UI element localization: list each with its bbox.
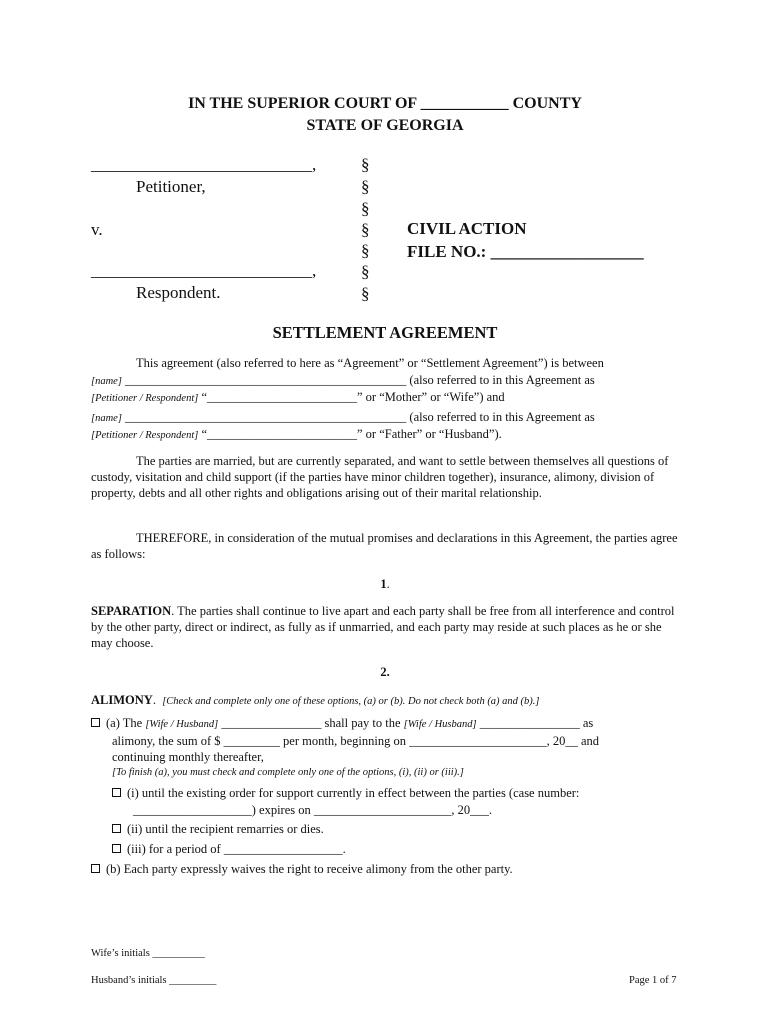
marriage-paragraph: The parties are married, but are currently separated, and want to settle between themselves all questions of custody, visitation and child support (if the parties have minor children together), insurance, alimony, division of property, debts and all other rights and obligations arising out of their marital relationship.	[91, 454, 669, 501]
name-hint: [name]	[91, 413, 122, 424]
alimony-heading-line: ALIMONY. [Check and complete only one of these options, (a) or (b). Do not check both (a) and (b).]	[91, 693, 540, 707]
role-hint: [Petitioner / Respondent]	[91, 393, 199, 404]
civil-action-label: CIVIL ACTION	[407, 219, 527, 238]
option-a-ii-checkbox[interactable]	[112, 824, 121, 833]
party1-role-blank: “________________________” or “Mother” or “Wife”) and	[201, 390, 505, 404]
party1-name-line	[91, 372, 595, 390]
option-a-continuing-line: continuing monthly thereafter,	[112, 750, 264, 764]
option-a-ii-line: (ii) until the recipient remarries or dies.	[112, 821, 324, 837]
party2-name-line	[91, 409, 595, 427]
option-a-iii-checkbox[interactable]	[112, 844, 121, 853]
file-number-field: FILE NO.: __________________	[407, 242, 644, 261]
option-a-iii-line: (iii) for a period of ___________________.	[112, 841, 346, 857]
section-1-number: 1.	[380, 577, 390, 591]
petitioner-name-blank: __________________________,	[91, 155, 317, 174]
separation-heading: SEPARATION	[91, 604, 172, 618]
option-b-checkbox[interactable]	[91, 864, 100, 873]
alimony-heading: ALIMONY	[91, 693, 153, 707]
section-symbol: §	[361, 199, 370, 218]
respondent-label: Respondent.	[136, 283, 221, 302]
therefore-paragraph: THEREFORE, in consideration of the mutual promises and declarations in this Agreement, the parties agree as follows:	[91, 531, 678, 562]
section-symbol: §	[361, 155, 370, 174]
section-symbol: §	[361, 262, 370, 281]
party1-name-blank: _____________________________________________ (also referred to in this Agreement as	[125, 373, 595, 387]
section-symbol: §	[361, 241, 370, 260]
party2-name-blank: _____________________________________________ (also referred to in this Agreement as	[125, 410, 595, 424]
section-symbol: §	[361, 220, 370, 239]
option-a-checkbox[interactable]	[91, 718, 100, 727]
option-a-line: (a) The [Wife / Husband] ________________ shall pay to the [Wife / Husband] ________________ as	[91, 715, 593, 733]
court-heading: IN THE SUPERIOR COURT OF ___________ COUNTY	[188, 95, 582, 112]
party2-role-line	[91, 426, 502, 444]
petitioner-label: Petitioner,	[136, 177, 206, 196]
separation-text: . The parties shall continue to live apart and each party shall be free from all interference and control by the other party, direct or indirect, as fully as if unmarried, and each party may reside at such places as he or she may choose.	[91, 604, 675, 651]
option-a-i-line2: ___________________) expires on ______________________, 20___.	[133, 803, 493, 817]
option-a-amount-line: alimony, the sum of $ _________ per month, beginning on ______________________, 20__ and	[112, 734, 599, 748]
section-symbol: §	[361, 284, 370, 303]
section-2-number: 2.	[380, 665, 390, 679]
separation-paragraph	[91, 603, 681, 652]
state-heading: STATE OF GEORGIA	[306, 117, 464, 134]
wife-initials-field: Wife’s initials __________	[91, 948, 205, 959]
option-b-line: (b) Each party expressly waives the right to receive alimony from the other party.	[91, 861, 513, 877]
versus-label: v.	[91, 220, 103, 239]
name-hint: [name]	[91, 376, 122, 387]
role-hint: [Petitioner / Respondent]	[91, 430, 199, 441]
section-symbol: §	[361, 177, 370, 196]
party1-role-line	[91, 389, 505, 407]
option-a-i-checkbox[interactable]	[112, 788, 121, 797]
party2-role-blank: “________________________” or “Father” or “Husband”).	[201, 427, 502, 441]
husband-initials-field: Husband’s initials _________	[91, 975, 217, 986]
respondent-name-blank: __________________________,	[91, 261, 317, 280]
option-a-i-line: (i) until the existing order for support currently in effect between the parties (case number:	[112, 785, 579, 801]
page-number: Page 1 of 7	[629, 975, 677, 986]
alimony-instruction: [Check and complete only one of these options, (a) or (b). Do not check both (a) and (b).]	[162, 696, 540, 707]
document-title: SETTLEMENT AGREEMENT	[272, 323, 498, 342]
option-a-instruction: [To finish (a), you must check and complete only one of the options, (i), (ii) or (iii).]	[112, 767, 464, 778]
intro-line: This agreement (also referred to here as “Agreement” or “Settlement Agreement”) is between	[136, 356, 604, 370]
